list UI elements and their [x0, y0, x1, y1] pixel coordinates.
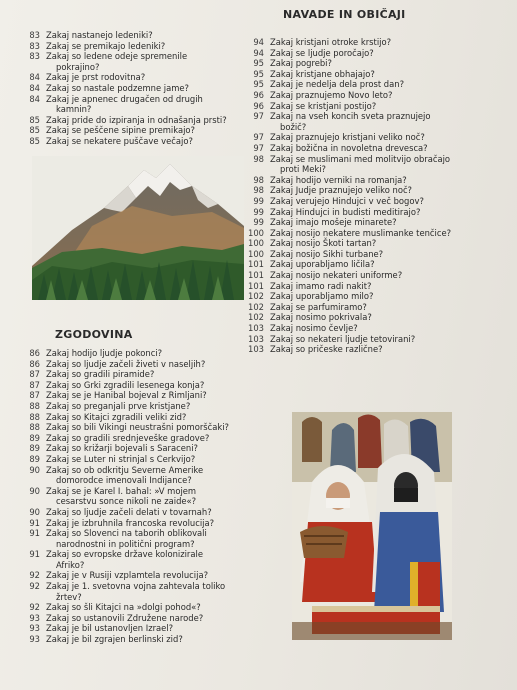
history-entry	[22, 465, 282, 486]
question-text: Zakaj pride do izpiranja in odnašanja prsti?	[46, 114, 227, 125]
page-number: 97	[253, 142, 264, 153]
page-number: 94	[253, 47, 264, 58]
geography-entry	[22, 125, 262, 136]
page-number: 87	[29, 369, 40, 380]
customs-entry	[246, 101, 514, 112]
history-heading: ZGODOVINA	[55, 328, 133, 341]
question-text: Zakaj Judje praznujejo veliko noč?	[270, 185, 413, 196]
question-text: Zakaj praznujejo kristjani veliko noč?	[270, 132, 425, 143]
page-number: 99	[253, 206, 264, 217]
question-text: Zakaj uporabljamo milo?	[270, 291, 374, 302]
question-text: Zakaj nosimo pokrivala?	[270, 312, 372, 323]
customs-entry	[246, 217, 514, 228]
question-text: Zakaj je bil ustanovljen Izrael?	[46, 623, 174, 634]
page-number: 100	[248, 248, 264, 259]
customs-entry	[246, 37, 514, 48]
customs-entry	[246, 344, 514, 355]
question-text: Zakaj so pričeske različne?	[270, 344, 383, 355]
history-entry	[22, 380, 282, 391]
page-number: 101	[248, 259, 264, 270]
question-text: Zakaj božična in novoletna drevesca?	[270, 142, 428, 153]
question-text: Zakaj uporabljamo ličila?	[270, 259, 375, 270]
market-scene-picture	[292, 412, 452, 640]
question-text: Zakaj so ledene odeje spremenile	[46, 51, 188, 62]
page-number: 91	[29, 528, 40, 539]
question-text: Zakaj je izbruhnila francoska revolucija?	[46, 517, 215, 528]
question-text: Zakaj so ljudje začeli delati v tovarnah?	[46, 506, 212, 517]
page-number: 99	[253, 217, 264, 228]
mountain-illustration	[32, 156, 244, 300]
page-number: 90	[29, 485, 40, 496]
page-number: 83	[29, 30, 40, 40]
history-entry	[22, 359, 282, 370]
page-number: 96	[253, 100, 264, 111]
customs-entry	[246, 111, 514, 132]
question-text: Zakaj je prst rodovitna?	[46, 72, 146, 83]
customs-entry	[246, 291, 514, 302]
question-text: cesarstvu sonce nikoli ne zaide«?	[56, 496, 197, 507]
page-number: 98	[253, 153, 264, 164]
question-text: Zakaj je nedelja dela prost dan?	[270, 79, 405, 90]
customs-entry	[246, 196, 514, 207]
question-text: Zakaj je 1. svetovna vojna zahtevala toliko	[46, 581, 226, 592]
history-entry	[22, 369, 282, 380]
geography-entry	[22, 115, 262, 126]
customs-entry	[246, 58, 514, 69]
question-text: Zakaj praznujemo Novo leto?	[270, 89, 393, 100]
question-text: Zakaj pogrebi?	[270, 58, 332, 69]
history-entry	[22, 602, 282, 613]
question-text: Zakaj na vseh koncih sveta praznujejo	[270, 111, 431, 122]
customs-entry	[246, 69, 514, 80]
page-number: 90	[29, 464, 40, 475]
history-entry	[22, 443, 282, 454]
geography-entry	[22, 41, 262, 52]
page-number: 89	[29, 443, 40, 454]
geography-entry	[22, 83, 262, 94]
history-entry	[22, 401, 282, 412]
question-text: Zakaj se Luter ni strinjal s Cerkvijo?	[46, 453, 196, 464]
page-number: 87	[29, 379, 40, 390]
history-entry	[22, 634, 282, 645]
question-text: Zakaj so Grki zgradili lesenega konja?	[46, 379, 205, 390]
question-text: Zakaj so ob odkritju Severne Amerike	[46, 464, 204, 475]
page-number: 85	[29, 125, 40, 136]
geography-entry	[22, 30, 262, 41]
page-number: 92	[29, 570, 40, 581]
question-text: Zakaj hodijo verniki na romanja?	[270, 174, 407, 185]
page-number: 95	[253, 58, 264, 69]
history-entry	[22, 348, 282, 359]
page-number: 103	[248, 323, 264, 334]
page-number: 103	[248, 333, 264, 344]
question-text: Zakaj so križarji bojevali s Saraceni?	[46, 443, 198, 454]
customs-entry	[246, 132, 514, 143]
history-entry	[22, 528, 282, 549]
customs-heading: NAVADE IN OBIČAJI	[283, 8, 406, 21]
history-entry	[22, 422, 282, 433]
geography-entry	[22, 51, 262, 72]
question-text: domorodce imenovali Indijance?	[56, 475, 192, 486]
question-text: Zakaj se premikajo ledeniki?	[46, 40, 166, 51]
page-number: 86	[29, 348, 40, 358]
question-text: Zakaj se parfumiramo?	[270, 301, 367, 312]
question-text: Zakaj se je Karel I. bahal: »V mojem	[46, 485, 197, 496]
page-number: 83	[29, 40, 40, 51]
question-text: Zakaj nastanejo ledeniki?	[46, 30, 153, 40]
page-number: 102	[248, 312, 264, 323]
customs-entry	[246, 48, 514, 59]
page-number: 103	[248, 344, 264, 355]
page-number: 84	[29, 82, 40, 93]
customs-entry	[246, 154, 514, 175]
page-number: 87	[29, 390, 40, 401]
customs-entry	[246, 249, 514, 260]
question-text: Zakaj se nekatere puščave večajo?	[46, 135, 193, 146]
page-number: 90	[29, 506, 40, 517]
mountain-forest-picture	[32, 156, 244, 300]
history-entry	[22, 581, 282, 602]
question-text: Zakaj so evropske države kolonizirale	[46, 549, 203, 560]
question-text: Zakaj so gradili srednjeveške gradove?	[46, 432, 210, 443]
customs-entry	[246, 270, 514, 281]
history-entry	[22, 613, 282, 624]
history-entry	[22, 412, 282, 423]
page-number: 95	[253, 68, 264, 79]
question-text: Zakaj nosimo čevlje?	[270, 323, 358, 334]
page-number: 94	[253, 37, 264, 47]
page-number: 99	[253, 195, 264, 206]
page-number: 85	[29, 114, 40, 125]
customs-entry	[246, 90, 514, 101]
page-number: 98	[253, 174, 264, 185]
page-number: 84	[29, 93, 40, 104]
question-text: božič?	[280, 121, 307, 132]
question-text: pokrajino?	[56, 61, 100, 72]
page-number: 88	[29, 400, 40, 411]
question-text: žrtev?	[56, 591, 82, 602]
page-number: 85	[29, 135, 40, 146]
customs-entry	[246, 334, 514, 345]
page-number: 97	[253, 132, 264, 143]
question-text: Zakaj imamo radi nakit?	[270, 280, 372, 291]
history-entry	[22, 507, 282, 518]
page-number: 102	[248, 291, 264, 302]
question-text: Zakaj se muslimani med molitvijo obračajo	[270, 153, 451, 164]
page-number: 101	[248, 280, 264, 291]
question-text: Zakaj so preganjali prve kristjane?	[46, 400, 191, 411]
customs-entry	[246, 281, 514, 292]
page-number: 93	[29, 623, 40, 634]
question-text: Zakaj so bili Vikingi neustrašni pomorščaki?	[46, 422, 230, 433]
history-entry	[22, 570, 282, 581]
geography-question-list	[22, 30, 262, 147]
question-text: Zakaj so nekateri ljudje tetovirani?	[270, 333, 416, 344]
customs-entry	[246, 185, 514, 196]
page-number: 101	[248, 270, 264, 281]
page-number: 93	[29, 612, 40, 623]
veiled-women-illustration	[292, 412, 452, 640]
history-entry	[22, 390, 282, 401]
question-text: Zakaj kristjane obhajajo?	[270, 68, 375, 79]
question-text: Zakaj je apnenec drugačen od drugih	[46, 93, 203, 104]
page-number: 84	[29, 72, 40, 83]
page-number: 83	[29, 51, 40, 62]
question-text: Zakaj so ljudje začeli živeti v naseljih?	[46, 358, 206, 369]
history-entry	[22, 518, 282, 529]
question-text: Zakaj se kristjani postijo?	[270, 100, 377, 111]
page-number: 86	[29, 358, 40, 369]
customs-entry	[246, 312, 514, 323]
page-number: 100	[248, 238, 264, 249]
page-number: 92	[29, 581, 40, 592]
page-number: 102	[248, 301, 264, 312]
question-text: Zakaj nosijo Sikhi turbane?	[270, 248, 384, 259]
page-number: 92	[29, 602, 40, 613]
page-number: 93	[29, 634, 40, 645]
customs-entry	[246, 238, 514, 249]
customs-entry	[246, 323, 514, 334]
question-text: Zakaj Hindujci in budisti meditirajo?	[270, 206, 421, 217]
customs-question-list	[246, 37, 514, 355]
geography-entry	[22, 136, 262, 147]
geography-entry	[22, 94, 262, 115]
page-number: 88	[29, 411, 40, 422]
geography-entry	[22, 72, 262, 83]
question-text: Zakaj so šli Kitajci na »dolgi pohod«?	[46, 602, 201, 613]
question-text: proti Meki?	[280, 164, 326, 175]
customs-entry	[246, 79, 514, 90]
question-text: Zakaj se je Hanibal bojeval z Rimljani?	[46, 390, 207, 401]
question-text: Zakaj nosijo nekateri uniforme?	[270, 270, 403, 281]
question-text: Afriko?	[56, 559, 85, 570]
page-number: 98	[253, 185, 264, 196]
history-entry	[22, 454, 282, 465]
question-text: Zakaj imajo mošeje minarete?	[270, 217, 397, 228]
history-entry	[22, 623, 282, 634]
question-text: Zakaj so ustanovili Združene narode?	[46, 612, 204, 623]
page-number: 88	[29, 422, 40, 433]
customs-entry	[246, 207, 514, 218]
question-text: Zakaj nosijo nekatere muslimanke tenčice?	[270, 227, 452, 238]
customs-entry	[246, 143, 514, 154]
question-text: Zakaj kristjani otroke krstijo?	[270, 37, 392, 47]
customs-entry	[246, 175, 514, 186]
page-number: 91	[29, 517, 40, 528]
question-text: kamnin?	[56, 104, 92, 115]
customs-entry	[246, 259, 514, 270]
question-text: Zakaj se peščene sipine premikajo?	[46, 125, 195, 136]
page-number: 95	[253, 79, 264, 90]
history-entry	[22, 486, 282, 507]
question-text: Zakaj so gradili piramide?	[46, 369, 155, 380]
customs-entry	[246, 302, 514, 313]
page-number: 91	[29, 549, 40, 560]
page-number: 89	[29, 453, 40, 464]
question-text: Zakaj je bil zgrajen berlinski zid?	[46, 634, 183, 645]
page-number: 89	[29, 432, 40, 443]
question-text: narodnostni in politični program?	[56, 538, 195, 549]
customs-entry	[246, 228, 514, 239]
question-text: Zakaj so Slovenci na taborih oblikovali	[46, 528, 207, 539]
page-number: 100	[248, 227, 264, 238]
question-text: Zakaj nosijo Škoti tartan?	[270, 238, 377, 249]
question-text: Zakaj so Kitajci zgradili veliki zid?	[46, 411, 187, 422]
question-text: Zakaj se ljudje poročajo?	[270, 47, 374, 58]
question-text: Zakaj je v Rusiji vzplamtela revolucija?	[46, 570, 209, 581]
question-text: Zakaj verujejo Hindujci v več bogov?	[270, 195, 424, 206]
question-text: Zakaj so nastale podzemne jame?	[46, 82, 190, 93]
page-number: 97	[253, 111, 264, 122]
page-number: 96	[253, 89, 264, 100]
history-entry	[22, 549, 282, 570]
history-entry	[22, 433, 282, 444]
question-text: Zakaj hodijo ljudje pokonci?	[46, 348, 163, 358]
history-question-list	[22, 348, 282, 645]
